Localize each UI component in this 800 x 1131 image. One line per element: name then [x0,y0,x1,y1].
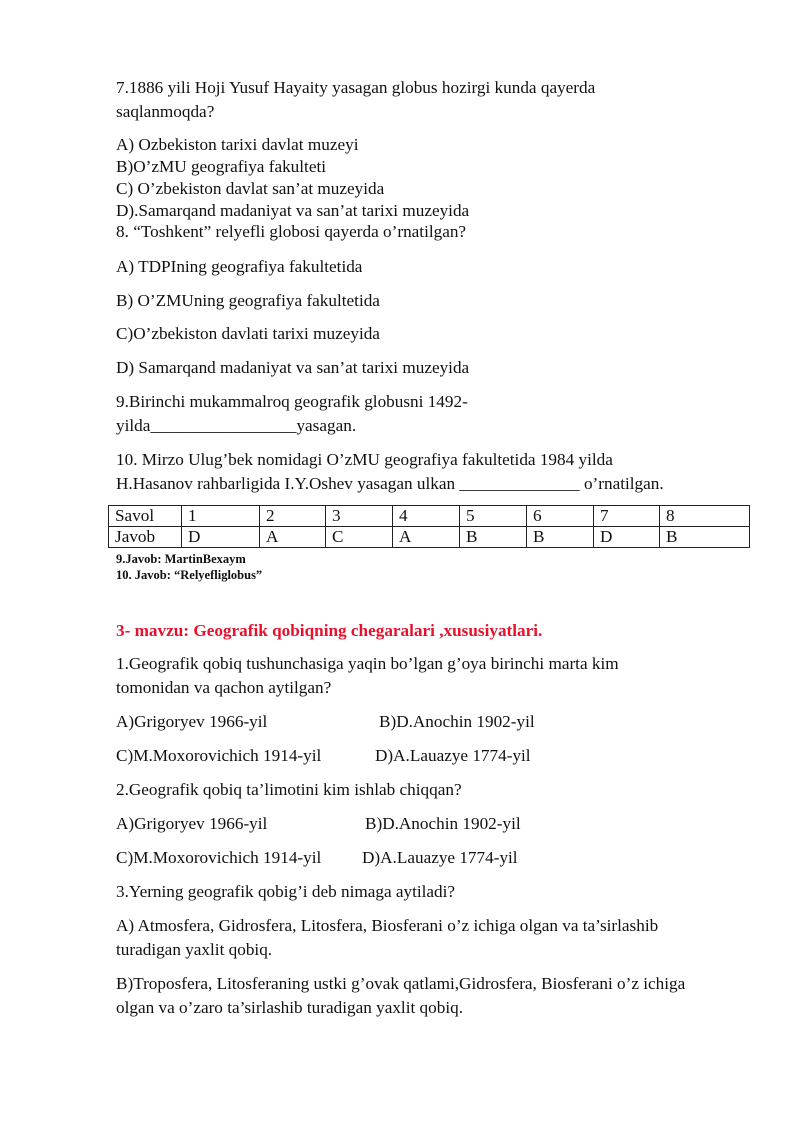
question-8-option-c: C)O’zbekiston davlati tarixi muzeyida [116,324,380,343]
table-cell: 1 [182,506,260,527]
section3-question-3-option-a: A) Atmosfera, Gidrosfera, Litosfera, Biosferani o’z ichiga olgan va ta’sirlashib [116,916,659,935]
section3-question-1-option-d: D)A.Lauazye 1774-yil [375,746,531,765]
table-cell: Javob [109,527,182,548]
section3-question-1-option-b: B)D.Anochin 1902-yil [379,712,535,731]
answer-note-10: 10. Javob: “Relyefliglobus” [116,568,263,582]
section3-question-2-option-c: C)M.Moxorovichich 1914-yil [116,848,322,867]
question-8-option-d: D) Samarqand madaniyat va san’at tarixi muzeyida [116,358,470,377]
table-cell: D [182,527,260,548]
question-10-text-cont: H.Hasanov rahbarligida I.Y.Oshev yasagan ulkan ______________ o’rnatilgan. [116,474,664,493]
section3-question-3-option-b: B)Troposfera, Litosferaning ustki g’ovak qatlami,Gidrosfera, Biosferani o’z ichiga [116,974,686,993]
section3-question-1-text: 1.Geografik qobiq tushunchasiga yaqin bo’lgan g’oya birinchi marta kim [116,654,619,673]
table-cell: A [260,527,326,548]
table-cell: 8 [660,506,750,527]
table-cell: 3 [326,506,393,527]
question-9-text: 9.Birinchi mukammalroq geografik globusni 1492- [116,392,468,411]
answer-note-9: 9.Javob: MartinBexaym [116,552,246,566]
question-8-text: 8. “Toshkent” relyefli globosi qayerda o’rnatilgan? [116,222,467,241]
section3-question-3-option-b-cont: olgan va o’zaro ta’sirlashib turadigan yaxlit qobiq. [116,998,463,1017]
section3-question-3-option-a-cont: turadigan yaxlit qobiq. [116,940,273,959]
table-cell: Savol [109,506,182,527]
table-cell: B [527,527,594,548]
section3-question-1-option-c: C)M.Moxorovichich 1914-yil [116,746,322,765]
answer-table-header-row [109,506,750,527]
table-cell: 6 [527,506,594,527]
section3-question-2-option-b: B)D.Anochin 1902-yil [365,814,521,833]
question-7-option-a: A) Ozbekiston tarixi davlat muzeyi [116,135,359,154]
section3-question-3-text: 3.Yerning geografik qobig’i deb nimaga aytiladi? [116,882,456,901]
section-heading: 3- mavzu: Geografik qobiqning chegaralari ,xususiyatlari. [116,621,543,640]
section3-question-2-text: 2.Geografik qobiq ta’limotini kim ishlab chiqqan? [116,780,462,799]
section3-question-2-option-d: D)A.Lauazye 1774-yil [362,848,518,867]
question-9-text-cont: yilda_________________yasagan. [116,416,357,435]
question-7-option-d: D).Samarqand madaniyat va san’at tarixi muzeyida [116,201,470,220]
question-7-option-b: B)O’zMU geografiya fakulteti [116,157,326,176]
table-cell: 5 [460,506,527,527]
table-cell: A [393,527,460,548]
answer-table-answer-row [109,527,750,548]
section3-question-1-text-cont: tomonidan va qachon aytilgan? [116,678,332,697]
section3-question-1-option-a: A)Grigoryev 1966-yil [116,712,268,731]
question-10-text: 10. Mirzo Ulug’bek nomidagi O’zMU geografiya fakultetida 1984 yilda [116,450,613,469]
table-cell: D [594,527,660,548]
question-7-text: 7.1886 yili Hoji Yusuf Hayaity yasagan globus hozirgi kunda qayerda [116,78,596,97]
question-7-text-cont: saqlanmoqda? [116,102,215,121]
answer-table [108,505,750,548]
table-cell: 2 [260,506,326,527]
table-cell: 4 [393,506,460,527]
table-cell: B [660,527,750,548]
question-7-option-c: C) O’zbekiston davlat san’at muzeyida [116,179,385,198]
table-cell: 7 [594,506,660,527]
section3-question-2-option-a: A)Grigoryev 1966-yil [116,814,268,833]
question-8-option-a: A) TDPIning geografiya fakultetida [116,257,363,276]
question-8-option-b: B) O’ZMUning geografiya fakultetida [116,291,380,310]
table-cell: B [460,527,527,548]
table-cell: C [326,527,393,548]
